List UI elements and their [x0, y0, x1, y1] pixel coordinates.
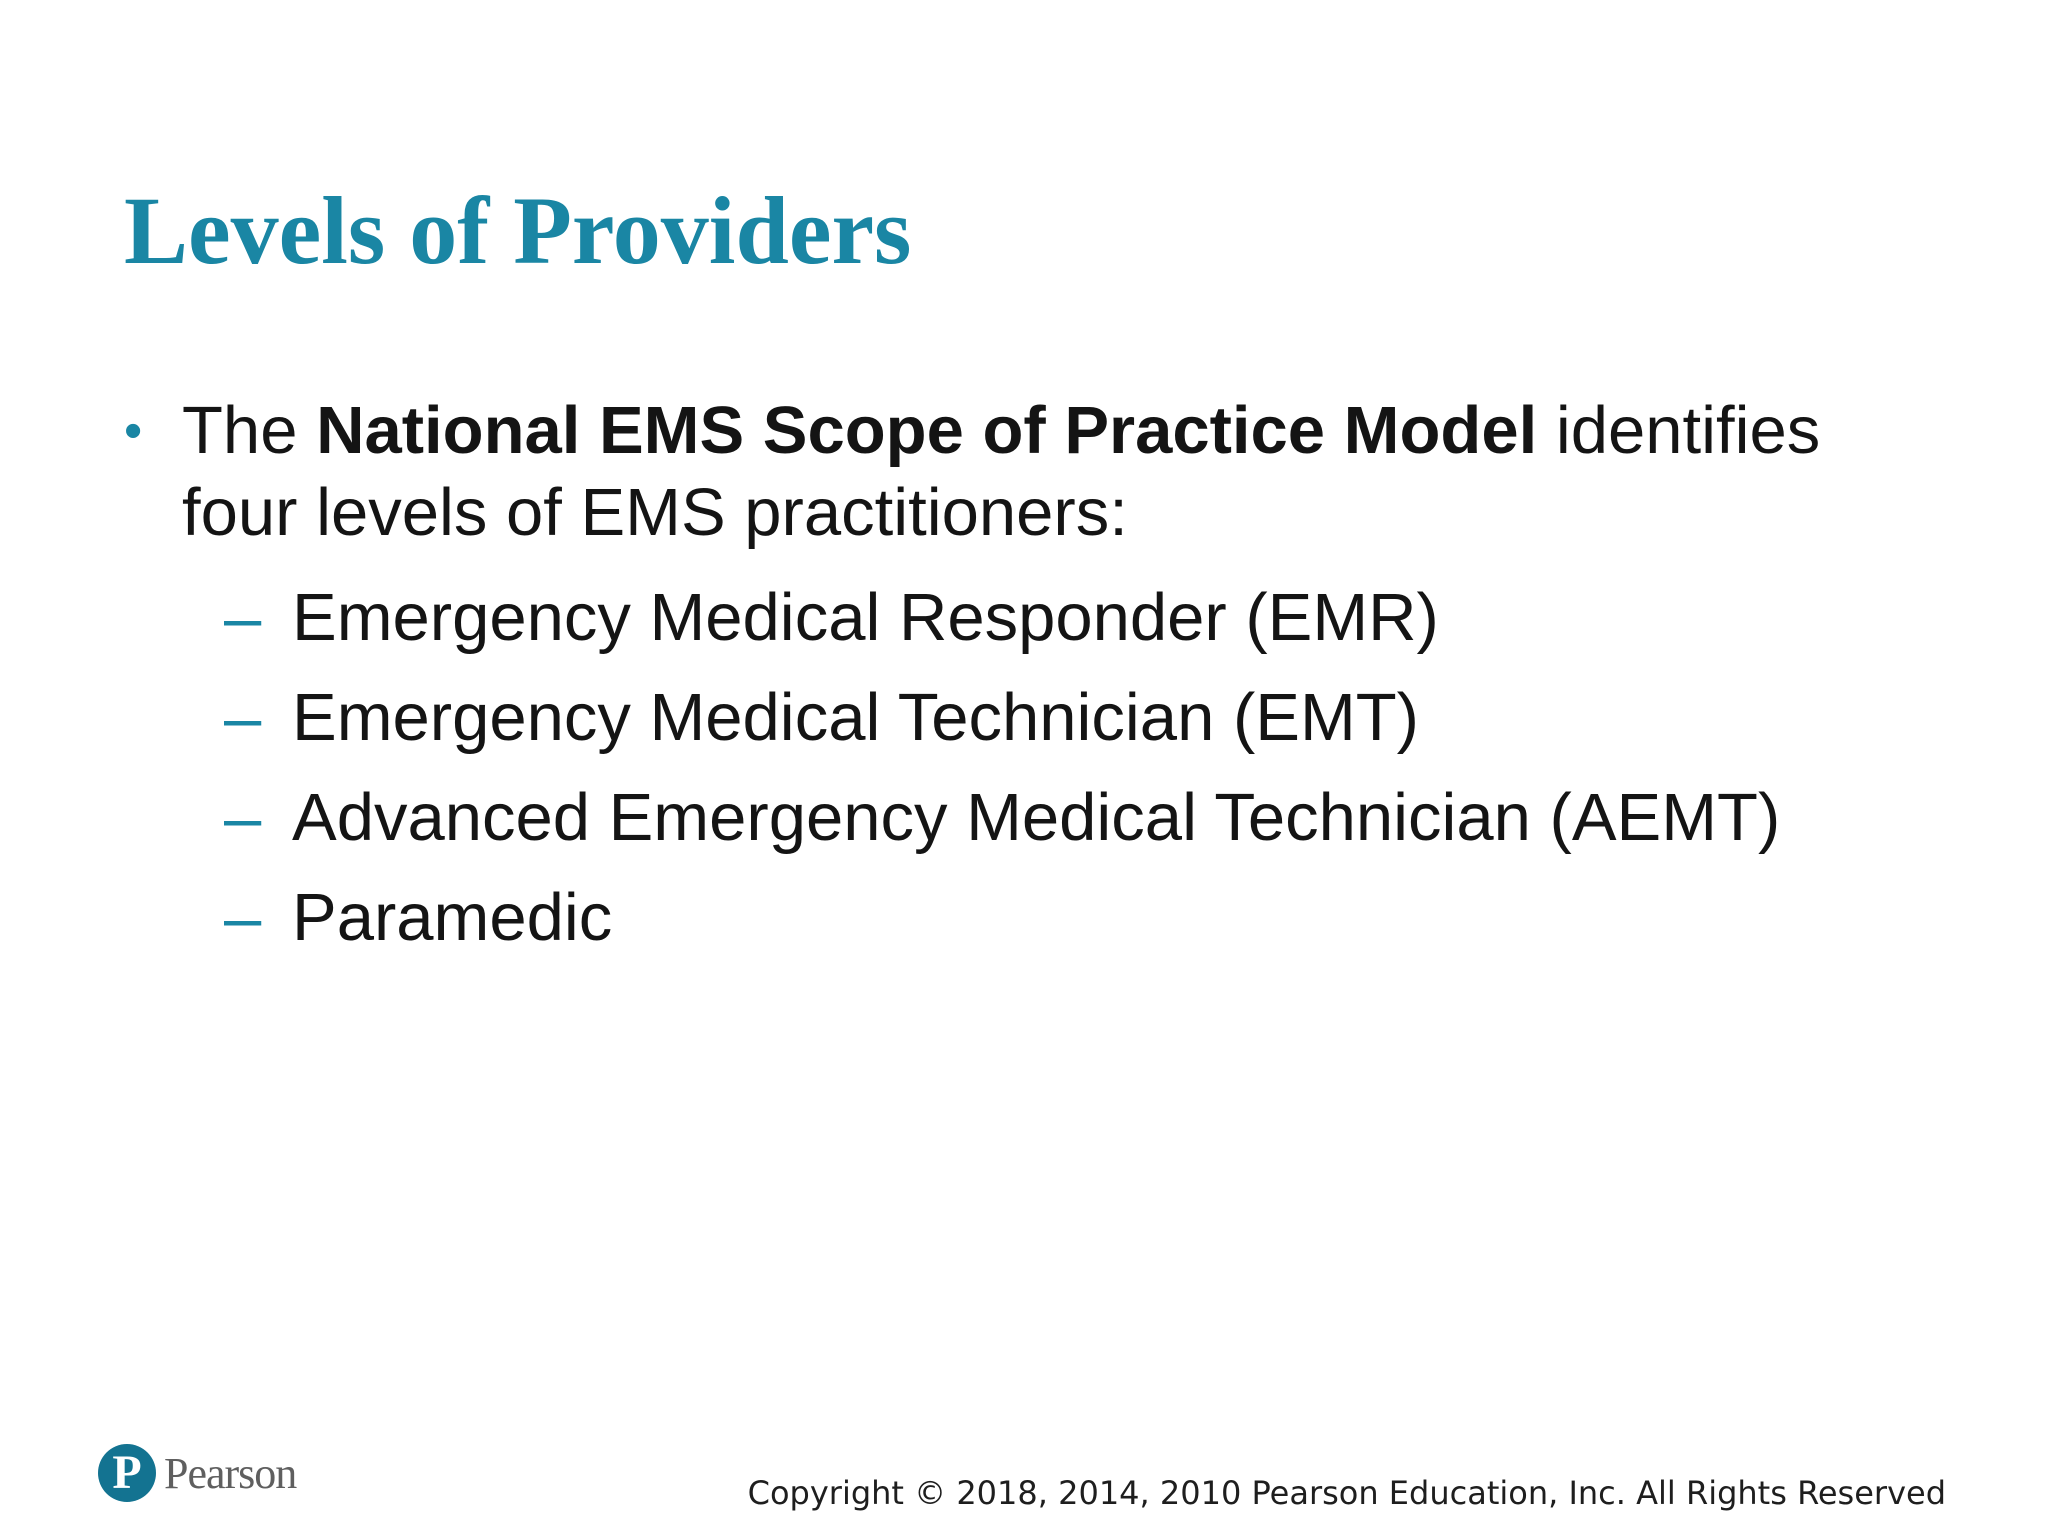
list-item — [124, 568, 1924, 668]
slide-body — [124, 390, 1924, 968]
slide-title: Levels of Providers — [124, 177, 912, 284]
levels-list — [124, 568, 1924, 968]
bullet-text-bold: National EMS Scope of Practice Model — [316, 393, 1538, 468]
main-bullet — [124, 390, 1924, 554]
bullet-text-prefix: The — [182, 393, 317, 468]
dash-marker: – — [224, 680, 262, 755]
dash-marker: – — [224, 580, 262, 655]
dash-marker: – — [224, 780, 262, 855]
pearson-logo — [98, 1444, 296, 1502]
list-item — [124, 868, 1924, 968]
level-label: Emergency Medical Responder (EMR) — [292, 580, 1439, 655]
list-item — [124, 668, 1924, 768]
list-item — [124, 768, 1924, 868]
level-label: Emergency Medical Technician (EMT) — [292, 680, 1419, 755]
pearson-logo-letter: P — [112, 1446, 142, 1499]
dash-marker: – — [224, 880, 262, 955]
bullet-marker: • — [124, 402, 143, 460]
level-label: Paramedic — [292, 880, 613, 955]
level-label: Advanced Emergency Medical Technician (AEMT) — [292, 780, 1781, 855]
copyright-notice: Copyright © 2018, 2014, 2010 Pearson Education, Inc. All Rights Reserved — [747, 1474, 1946, 1512]
bullet-text-suffix: identifies four levels of EMS practitioners: — [182, 393, 1821, 550]
pearson-logo-text: Pearson — [164, 1448, 297, 1498]
pearson-logo-icon — [98, 1444, 156, 1502]
